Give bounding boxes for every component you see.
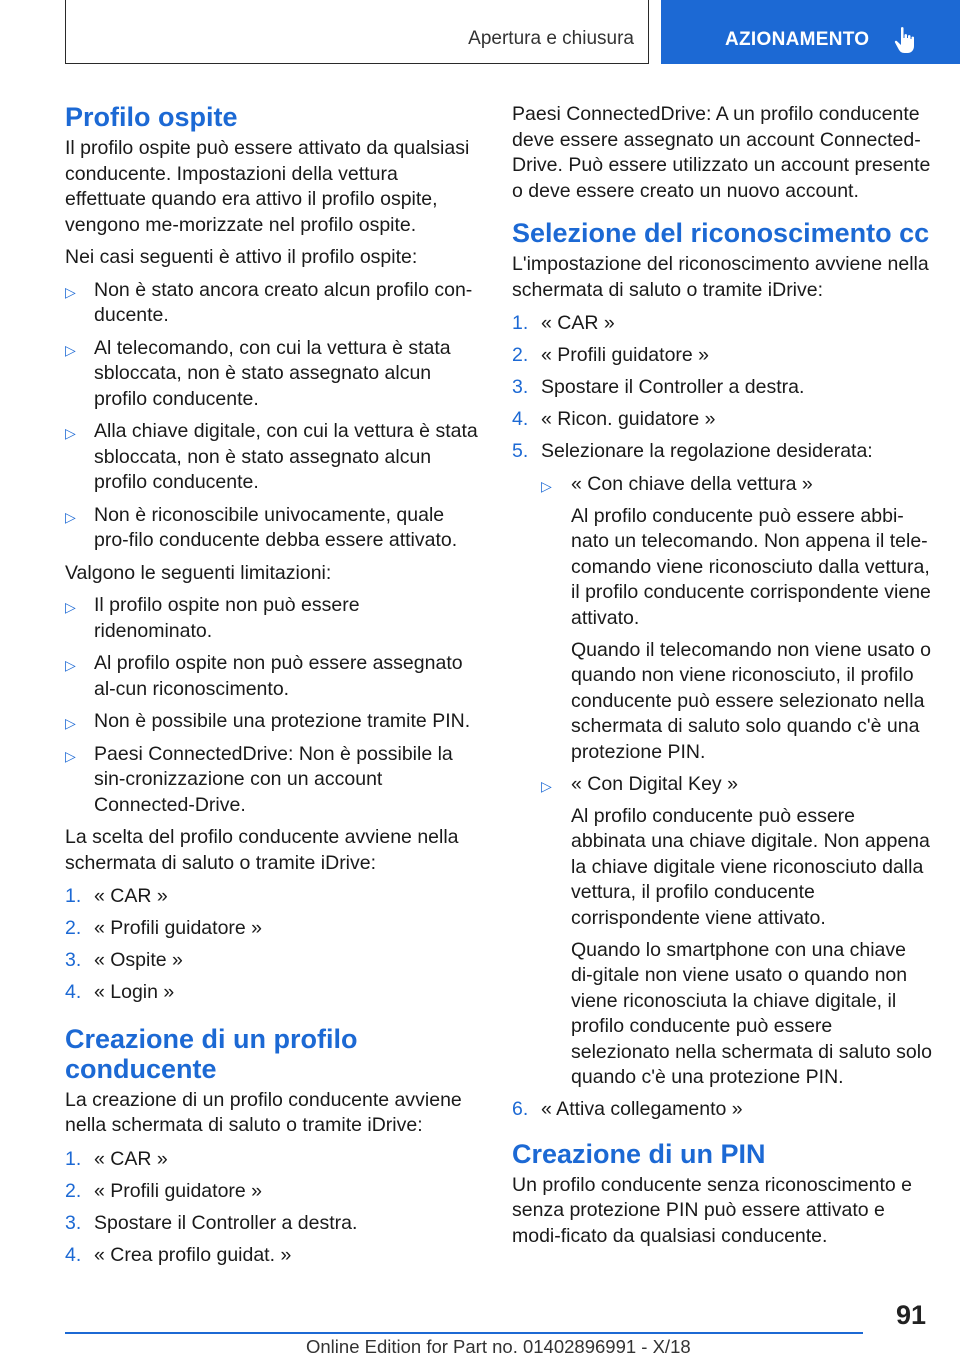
step-item: 1. « CAR » xyxy=(65,1147,481,1173)
step-item: 2. « Profili guidatore » xyxy=(65,916,481,942)
step-item: 4. « Ricon. guidatore » xyxy=(512,407,932,433)
edition-note: Online Edition for Part no. 01402896991 - X/18 xyxy=(306,1336,691,1357)
step-number: 5. xyxy=(512,440,529,462)
footer-divider xyxy=(65,1332,863,1334)
paragraph: La creazione di un profilo conducente avviene nella schermata di saluto o tramite iDrive: xyxy=(65,1088,462,1136)
sub-option-title: ▷ « Con Digital Key » xyxy=(541,772,932,798)
chapter-tab[interactable] xyxy=(661,0,960,64)
paragraph: Valgono le seguenti limitazioni: xyxy=(65,561,332,584)
step-item: 6. « Attiva collegamento » xyxy=(512,1097,932,1123)
step-item: 5. Selezionare la regolazione desiderata: xyxy=(512,439,932,465)
sub-options xyxy=(541,472,932,1091)
triangle-bullet-icon: ▷ xyxy=(541,777,552,794)
page-header xyxy=(0,0,960,66)
step-number: 4. xyxy=(512,408,529,430)
page-number: 91 xyxy=(896,1300,927,1330)
step-number: 1. xyxy=(512,312,529,334)
right-column xyxy=(512,102,932,1256)
step-item: 3. Spostare il Controller a destra. xyxy=(512,375,932,401)
step-item: 2. « Profili guidatore » xyxy=(512,343,932,369)
sub-paragraph: Quando il telecomando non viene usato o quando non viene riconosciuto, il profilo conducente può essere selezionato nella schermata di saluto solo quando c'è una protezione PIN. xyxy=(571,638,931,763)
section-box xyxy=(65,0,649,64)
bullet-list xyxy=(65,278,481,554)
list-item: ▷ Paesi ConnectedDrive: Non è possibile la sin-cronizzazione con un account Connected-Drive. xyxy=(65,742,453,816)
step-item: 4. « Crea profilo guidat. » xyxy=(65,1243,481,1269)
list-item: ▷ Non è stato ancora creato alcun profilo con-ducente. xyxy=(65,278,473,326)
heading-guest-profile: Profilo ospite xyxy=(65,102,238,132)
list-item: ▷ Alla chiave digitale, con cui la vettura è stata sbloccata, non è stato assegnato alcun profilo conducente. xyxy=(65,420,478,493)
numbered-steps xyxy=(65,884,481,1006)
step-number: 2. xyxy=(512,344,529,366)
heading-create-pin: Creazione di un PIN xyxy=(512,1138,766,1169)
step-number: 2. xyxy=(65,917,82,939)
heading-create-profile: Creazione di un profilo conducente xyxy=(65,1023,358,1084)
step-number: 1. xyxy=(65,885,82,907)
paragraph: Paesi ConnectedDrive: A un profilo conducente deve essere assegnato un account Connected-Drive. Può essere utilizzato un account presente o deve essere creato un nuovo account. xyxy=(512,103,931,202)
step-item: 3. « Ospite » xyxy=(65,948,481,974)
numbered-steps xyxy=(512,311,932,465)
section-title: Apertura e chiusura xyxy=(468,28,634,49)
triangle-bullet-icon: ▷ xyxy=(541,477,552,494)
triangle-bullet-icon: ▷ xyxy=(65,508,76,525)
numbered-steps xyxy=(65,1147,481,1269)
sub-paragraph: Al profilo conducente può essere abbi-nato un telecomando. Non appena il tele-comando viene riconosciuto dalla vettura, il profilo conducente corrispondente viene attivato. xyxy=(571,504,931,629)
triangle-bullet-icon: ▷ xyxy=(65,599,76,615)
bullet-list xyxy=(65,593,481,818)
list-item: ▷ Il profilo ospite non può essere ridenominato. xyxy=(65,594,360,642)
triangle-bullet-icon: ▷ xyxy=(65,715,76,731)
step-number: 4. xyxy=(65,1243,82,1266)
step-item: 1. « CAR » xyxy=(65,884,481,910)
paragraph: L'impostazione del riconoscimento avviene nella schermata di saluto o tramite iDrive: xyxy=(512,253,929,301)
step-number: 3. xyxy=(512,376,529,398)
triangle-bullet-icon: ▷ xyxy=(65,283,76,300)
step-item: 3. Spostare il Controller a destra. xyxy=(65,1211,481,1237)
step-item: 4. « Login » xyxy=(65,980,481,1006)
sub-option-title: ▷ « Con chiave della vettura » xyxy=(541,472,932,498)
step-item: 2. « Profili guidatore » xyxy=(65,1179,481,1205)
sub-paragraph: Al profilo conducente può essere abbinata una chiave digitale. Non appena la chiave digitale viene riconosciuto dalla vettura, il profilo conducente corrispondente viene attivato. xyxy=(571,804,930,929)
numbered-steps xyxy=(512,1097,932,1123)
paragraph: Nei casi seguenti è attivo il profilo ospite: xyxy=(65,246,418,268)
triangle-bullet-icon: ▷ xyxy=(65,657,76,673)
step-item: 1. « CAR » xyxy=(512,311,932,337)
triangle-bullet-icon: ▷ xyxy=(65,341,76,358)
sub-paragraph: Quando lo smartphone con una chiave di-gitale non viene usato o quando non viene riconosciuta la chiave digitale, il profilo conducente può essere selezionato nella schermata di saluto solo quando c'è una protezione PIN. xyxy=(571,938,932,1088)
step-number: 3. xyxy=(65,1211,82,1234)
step-number: 3. xyxy=(65,949,82,971)
list-item: ▷ Al profilo ospite non può essere assegnato al-cun riconoscimento. xyxy=(65,652,463,700)
paragraph: Un profilo conducente senza riconoscimento e senza protezione PIN può essere attivato e modi-ficato da qualsiasi conducente. xyxy=(512,1173,912,1247)
list-item: ▷ Non è riconoscibile univocamente, quale pro-filo conducente debba essere attivato. xyxy=(65,503,458,551)
chapter-tab-label: AZIONAMENTO xyxy=(725,29,870,50)
triangle-bullet-icon: ▷ xyxy=(65,425,76,441)
step-number: 4. xyxy=(65,981,82,1003)
list-item: ▷ Non è possibile una protezione tramite PIN. xyxy=(65,709,481,735)
left-column xyxy=(65,102,481,1275)
list-item: ▷ Al telecomando, con cui la vettura è stata sbloccata, non è stato assegnato alcun profilo conducente. xyxy=(65,336,451,410)
paragraph: Il profilo ospite può essere attivato da qualsiasi conducente. Impostazioni della vettura effettuate quando era attivo il profilo ospite, vengono me-morizzate nel profilo ospite. xyxy=(65,137,470,236)
heading-recognition: Selezione del riconoscimento cc xyxy=(512,218,930,248)
step-number: 6. xyxy=(512,1098,529,1120)
step-number: 1. xyxy=(65,1147,82,1170)
triangle-bullet-icon: ▷ xyxy=(65,747,76,764)
hand-pointer-icon xyxy=(893,26,919,54)
step-number: 2. xyxy=(65,1179,82,1202)
paragraph: La scelta del profilo conducente avviene nella schermata di saluto o tramite iDrive: xyxy=(65,826,459,874)
